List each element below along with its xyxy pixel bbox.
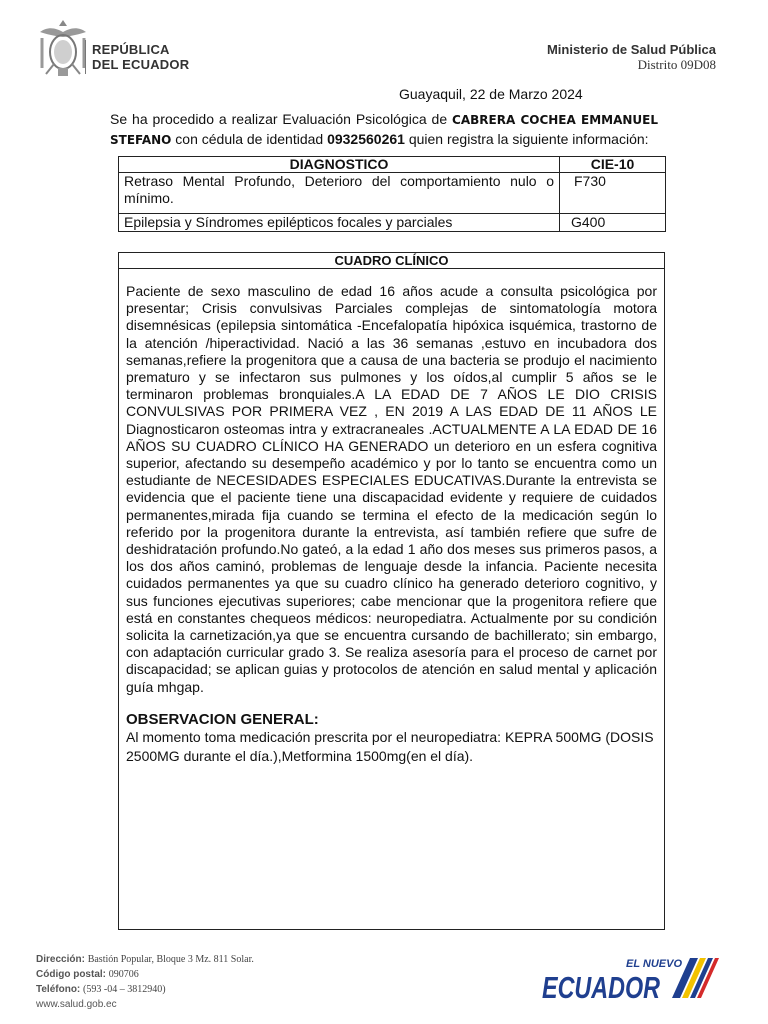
intro-text-2: con cédula de identidad xyxy=(171,131,328,147)
diagnosis-header: DIAGNOSTICO xyxy=(119,157,560,173)
clinical-body xyxy=(119,269,664,766)
district-name: Distrito 09D08 xyxy=(637,57,716,72)
observation-title: OBSERVACION GENERAL: xyxy=(126,710,319,728)
diagnosis-cell: Retraso Mental Profundo, Deterioro del comportamiento nulo o mínimo. xyxy=(119,173,560,214)
website-link[interactable]: www.salud.gob.ec xyxy=(36,999,117,1010)
intro-paragraph xyxy=(110,110,658,150)
clinical-text: Paciente de sexo masculino de edad 16 años acude a consulta psicológica por presentar; Crisis convulsivas Parciales complejas de sintomatología motora disemnésicas (epilepsia sintomática -Encefalopatía hipóxica isquémica, trastorno de la atención /hiperactividad. Nació a las 36 semanas ,estuvo en incubadora dos semanas,refiere la progenitora que a causa de una bacteria se produjo el nacimiento prematuro y se infectaron sus pulmones y los oídos,al cumplir 5 años se le terminaron problemas bronquiales.A LA EDAD DE 7 AÑOS LE DIO CRISIS CONVULSIVAS POR PRIMERA VEZ , EN 2019 A LAS EDAD DE 11 AÑOS LE Diagnosticaron osteomas intra y extracraneales .ACTUALMENTE A LA EDAD DE 16 AÑOS SU CUADRO CLÍNICO HA GENERADO un deterioro en un esfera cognitiva superior, afectando su desempeño académico y por lo tanto se encuentra como un estudiante de NECESIDADES ESPECIALES EDUCATIVAS.Durante la entrevista se evidencia que el paciente tiene una discapacidad evidente y requiere de cuidados permanentes,mirada fija cuando se termina el efecto de la medicación según lo referido por la progenitora durante la entrevista, así también refiere que sufre de deshidratación profundo.No gateó, a la edad 1 año dos meses sus primeros pasos, a los dos años caminó, problemas de lenguaje desde la infancia. Paciente necesita cuidados permanentes ya que su cuadro clínico ha generado deterioro cognitivo, y sus funciones ejecutivas superiores; cabe mencionar que la progenitora refiere que está en constantes chequeos médicos: neuropediatra. Actualmente por su condición solicita la carnetización,ya que se encuentra cursando de bachillerato; sin embargo, con adaptación curricular grado 3. Se realiza asesoría para el proceso de carnet por discapacidad; se aplican guias y protocolos de atención en salud mental y aplicación guía mhgap. xyxy=(126,283,657,695)
clinical-title: CUADRO CLÍNICO xyxy=(119,253,664,269)
country-name xyxy=(92,42,189,72)
table-row xyxy=(119,214,666,232)
id-number: 0932560261 xyxy=(327,131,405,147)
footer-contact xyxy=(36,952,254,1012)
code-cell: G400 xyxy=(560,214,666,232)
el-nuevo-ecuador-logo xyxy=(540,954,720,1004)
address-value: Bastión Popular, Bloque 3 Mz. 811 Solar. xyxy=(87,954,254,965)
ministry-block xyxy=(547,42,716,73)
intro-text-1: Se ha procedido a realizar Evaluación Psicológica de xyxy=(110,111,453,127)
table-row xyxy=(119,173,666,214)
cie10-header: CIE-10 xyxy=(560,157,666,173)
brand-big-text: ECUADOR xyxy=(542,970,661,1004)
postal-label: Código postal: xyxy=(36,969,106,980)
date-line: Guayaquil, 22 de Marzo 2024 xyxy=(399,86,583,102)
phone-label: Teléfono: xyxy=(36,984,81,995)
address-label: Dirección: xyxy=(36,954,85,965)
header-divider xyxy=(85,40,86,74)
diagnosis-table xyxy=(118,156,666,232)
phone-value: (593 -04 – 3812940) xyxy=(83,984,166,995)
intro-text-3: quien registra la siguiente información: xyxy=(404,131,649,147)
diagnosis-cell: Epilepsia y Síndromes epilépticos focales y parciales xyxy=(119,214,560,232)
ministry-name: Ministerio de Salud Pública xyxy=(546,42,716,57)
postal-value: 090706 xyxy=(108,969,139,980)
country-line-1: REPÚBLICA xyxy=(92,42,170,57)
coat-of-arms-logo xyxy=(36,18,90,80)
country-line-2: DEL ECUADOR xyxy=(92,57,190,72)
table-header-row xyxy=(119,157,666,173)
code-cell: F730 xyxy=(560,173,666,214)
observation-text: Al momento toma medicación prescrita por el neuropediatra: KEPRA 500MG (DOSIS 2500MG durante el día.),Metformina 1500mg(en el día). xyxy=(126,729,654,765)
patient-name: CABRERA COCHEA EMMANUEL STEFANO xyxy=(110,113,658,147)
brand-small-text: EL NUEVO xyxy=(626,958,683,970)
clinical-box xyxy=(118,252,665,930)
